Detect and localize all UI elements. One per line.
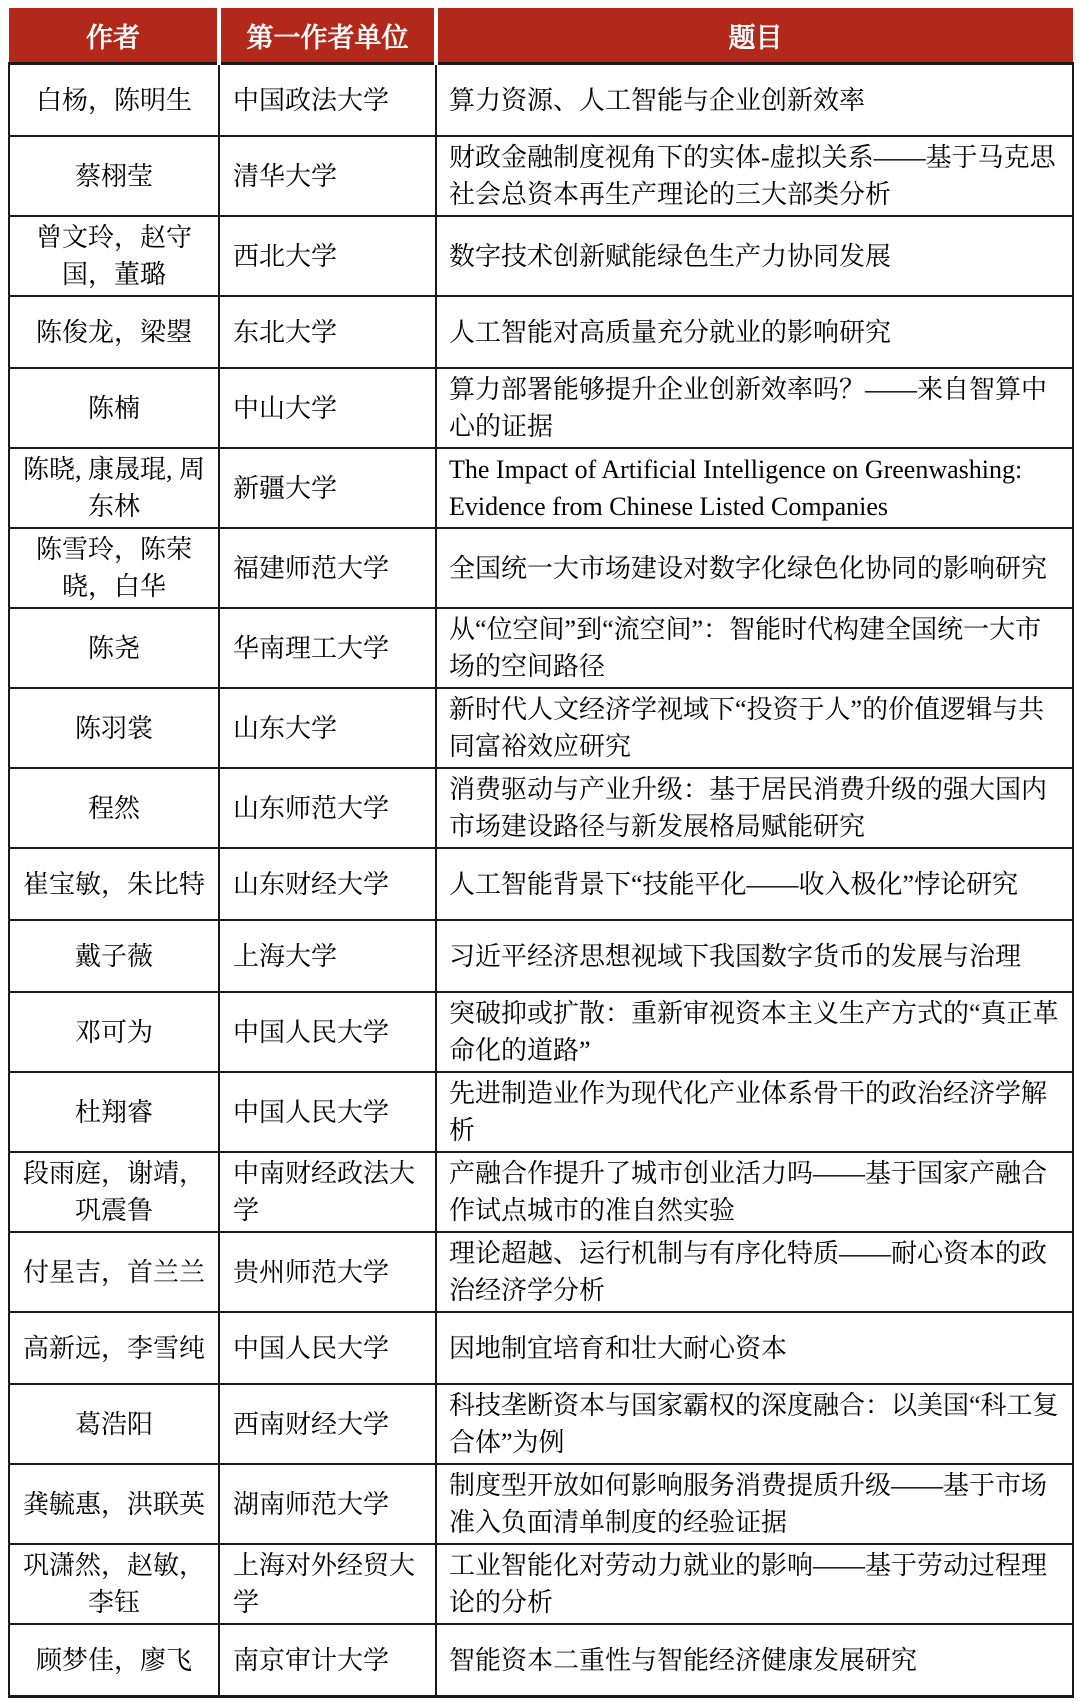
table-row — [9, 296, 1073, 368]
table-row — [9, 992, 1073, 1072]
paper-roster-table — [8, 8, 1074, 1698]
title-cell: 先进制造业作为现代化产业体系骨干的政治经济学解析 — [436, 1072, 1073, 1152]
affiliation-cell: 华南理工大学 — [219, 608, 436, 688]
table-row — [9, 688, 1073, 768]
author-cell: 付星吉，首兰兰 — [9, 1232, 219, 1312]
author-cell: 崔宝敏，朱比特 — [9, 848, 219, 920]
title-cell: 算力部署能够提升企业创新效率吗？——来自智算中心的证据 — [436, 368, 1073, 448]
author-cell: 高新远，李雪纯 — [9, 1312, 219, 1384]
affiliation-cell: 贵州师范大学 — [219, 1232, 436, 1312]
table-row — [9, 136, 1073, 216]
affiliation-cell: 清华大学 — [219, 136, 436, 216]
table-row — [9, 768, 1073, 848]
author-cell: 曾文玲，赵守国，董璐 — [9, 216, 219, 296]
title-cell: 习近平经济思想视域下我国数字货币的发展与治理 — [436, 920, 1073, 992]
title-cell: 人工智能对高质量充分就业的影响研究 — [436, 296, 1073, 368]
title-cell: 人工智能背景下“技能平化——收入极化”悖论研究 — [436, 848, 1073, 920]
table-row — [9, 448, 1073, 528]
table-row — [9, 608, 1073, 688]
affiliation-cell: 中国人民大学 — [219, 992, 436, 1072]
col-header-affiliation: 第一作者单位 — [219, 8, 436, 64]
title-cell: 数字技术创新赋能绿色生产力协同发展 — [436, 216, 1073, 296]
author-cell: 巩潇然，赵敏，李钰 — [9, 1544, 219, 1624]
title-cell: 算力资源、人工智能与企业创新效率 — [436, 64, 1073, 137]
table-row — [9, 1624, 1073, 1697]
col-header-title: 题目 — [436, 8, 1073, 64]
author-cell: 陈俊龙，梁曌 — [9, 296, 219, 368]
author-cell: 蔡栩莹 — [9, 136, 219, 216]
author-cell: 陈楠 — [9, 368, 219, 448]
title-cell: 制度型开放如何影响服务消费提质升级——基于市场准入负面清单制度的经验证据 — [436, 1464, 1073, 1544]
author-cell: 陈雪玲，陈荣晓，白华 — [9, 528, 219, 608]
title-cell: 全国统一大市场建设对数字化绿色化协同的影响研究 — [436, 528, 1073, 608]
affiliation-cell: 西南财经大学 — [219, 1384, 436, 1464]
author-cell: 顾梦佳，廖飞 — [9, 1624, 219, 1697]
author-cell: 戴子薇 — [9, 920, 219, 992]
affiliation-cell: 中山大学 — [219, 368, 436, 448]
title-cell: 消费驱动与产业升级：基于居民消费升级的强大国内市场建设路径与新发展格局赋能研究 — [436, 768, 1073, 848]
affiliation-cell: 南京审计大学 — [219, 1624, 436, 1697]
table-header — [9, 8, 1073, 64]
table-row — [9, 848, 1073, 920]
affiliation-cell: 西北大学 — [219, 216, 436, 296]
affiliation-cell: 湖南师范大学 — [219, 1464, 436, 1544]
affiliation-cell: 山东财经大学 — [219, 848, 436, 920]
title-cell: 工业智能化对劳动力就业的影响——基于劳动过程理论的分析 — [436, 1544, 1073, 1624]
table-row — [9, 1072, 1073, 1152]
table-row — [9, 528, 1073, 608]
author-cell: 程然 — [9, 768, 219, 848]
affiliation-cell: 福建师范大学 — [219, 528, 436, 608]
author-cell: 陈晓, 康晟琨, 周东林 — [9, 448, 219, 528]
table-row — [9, 216, 1073, 296]
author-cell: 龚毓惠，洪联英 — [9, 1464, 219, 1544]
affiliation-cell: 东北大学 — [219, 296, 436, 368]
affiliation-cell: 中国人民大学 — [219, 1072, 436, 1152]
author-cell: 陈羽裳 — [9, 688, 219, 768]
header-row — [9, 8, 1073, 64]
table-row — [9, 1312, 1073, 1384]
table-row — [9, 1544, 1073, 1624]
table-row — [9, 368, 1073, 448]
author-cell: 白杨，陈明生 — [9, 64, 219, 137]
author-cell: 杜翔睿 — [9, 1072, 219, 1152]
author-cell: 段雨庭，谢靖，巩震鲁 — [9, 1152, 219, 1232]
title-cell: 理论超越、运行机制与有序化特质——耐心资本的政治经济学分析 — [436, 1232, 1073, 1312]
author-cell: 陈尧 — [9, 608, 219, 688]
col-header-authors: 作者 — [9, 8, 219, 64]
table-body — [9, 64, 1073, 1697]
affiliation-cell: 上海对外经贸大学 — [219, 1544, 436, 1624]
title-cell: 智能资本二重性与智能经济健康发展研究 — [436, 1624, 1073, 1697]
table-row — [9, 1232, 1073, 1312]
title-cell: 因地制宜培育和壮大耐心资本 — [436, 1312, 1073, 1384]
title-cell: The Impact of Artificial Intelligence on Greenwashing: Evidence from Chinese Listed Companies — [436, 448, 1073, 528]
table-row — [9, 1152, 1073, 1232]
title-cell: 从“位空间”到“流空间”：智能时代构建全国统一大市场的空间路径 — [436, 608, 1073, 688]
table-row — [9, 64, 1073, 137]
affiliation-cell: 中南财经政法大学 — [219, 1152, 436, 1232]
affiliation-cell: 山东大学 — [219, 688, 436, 768]
affiliation-cell: 中国政法大学 — [219, 64, 436, 137]
affiliation-cell: 新疆大学 — [219, 448, 436, 528]
table-row — [9, 1464, 1073, 1544]
author-cell: 葛浩阳 — [9, 1384, 219, 1464]
table-row — [9, 1384, 1073, 1464]
author-cell: 邓可为 — [9, 992, 219, 1072]
affiliation-cell: 上海大学 — [219, 920, 436, 992]
title-cell: 科技垄断资本与国家霸权的深度融合：以美国“科工复合体”为例 — [436, 1384, 1073, 1464]
title-cell: 新时代人文经济学视域下“投资于人”的价值逻辑与共同富裕效应研究 — [436, 688, 1073, 768]
affiliation-cell: 山东师范大学 — [219, 768, 436, 848]
affiliation-cell: 中国人民大学 — [219, 1312, 436, 1384]
title-cell: 财政金融制度视角下的实体-虚拟关系——基于马克思社会总资本再生产理论的三大部类分析 — [436, 136, 1073, 216]
table-row — [9, 920, 1073, 992]
title-cell: 突破抑或扩散：重新审视资本主义生产方式的“真正革命化的道路” — [436, 992, 1073, 1072]
title-cell: 产融合作提升了城市创业活力吗——基于国家产融合作试点城市的准自然实验 — [436, 1152, 1073, 1232]
